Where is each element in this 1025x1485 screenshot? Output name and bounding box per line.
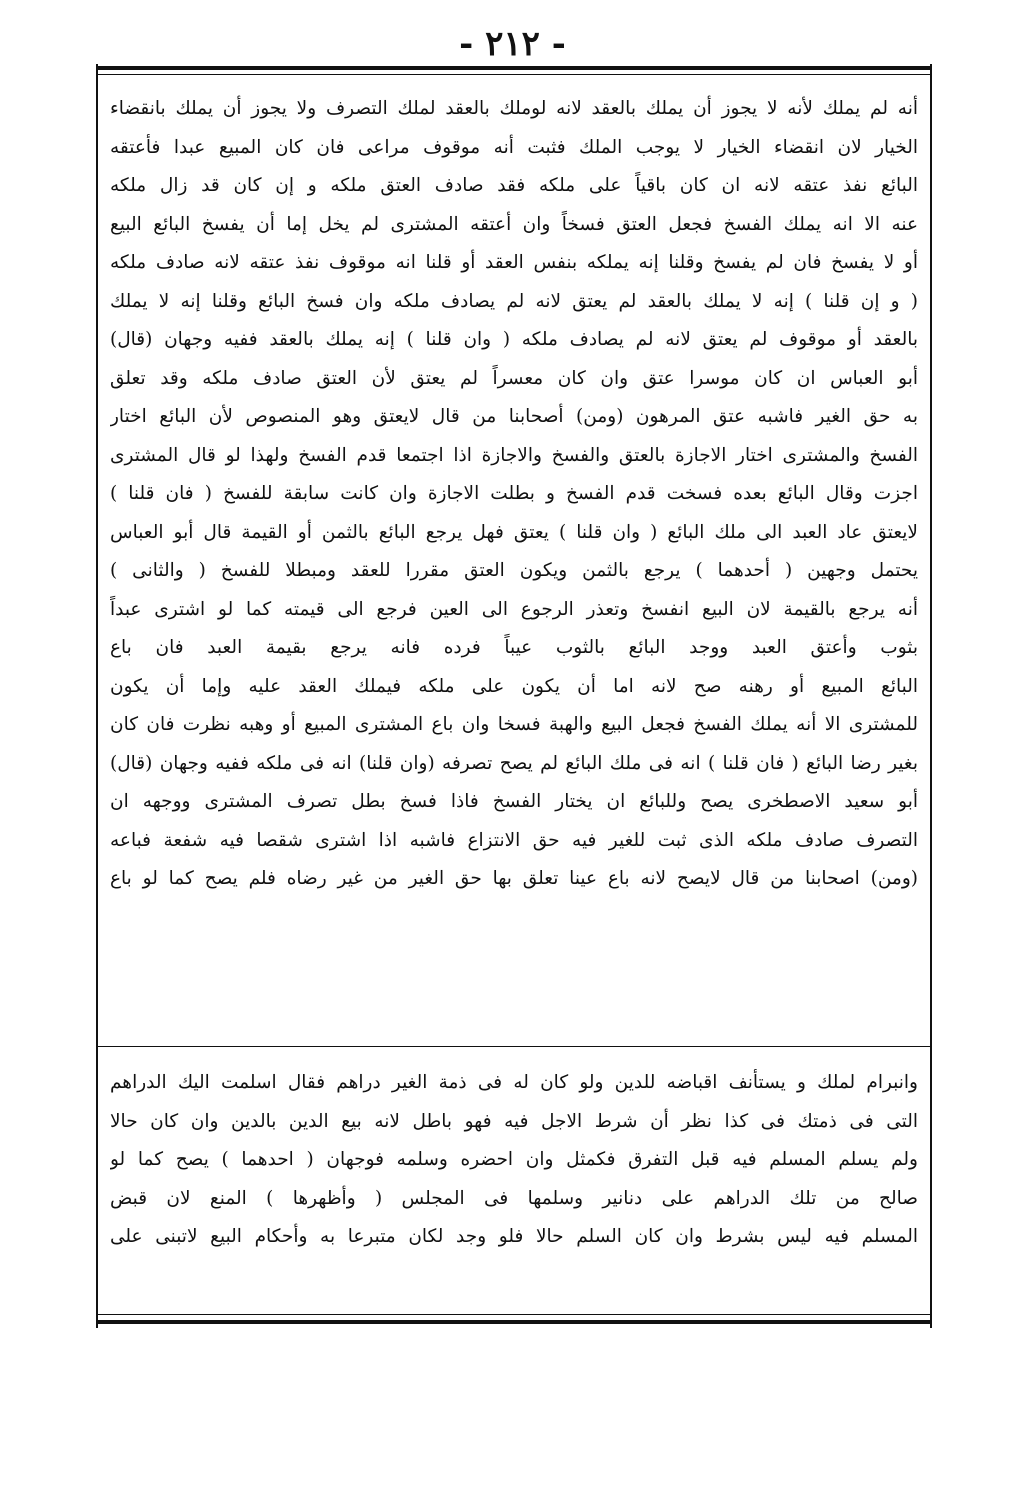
main-text-line: (ومن) اصحابنا من قال لايصح لانه باع عينا تعلق بها حق الغير من غير رضاه فلم يصح كما لو باع bbox=[110, 868, 918, 889]
main-text bbox=[110, 90, 918, 899]
main-text-line: أنه يرجع بالقيمة لان البيع انفسخ وتعذر الرجوع الى العين فرجع الى قيمته كما لو اشترى عبداً bbox=[110, 598, 918, 620]
commentary-text-line: ولم يسلم المسلم فيه قبل التفرق فكمثل وان احضره وسلمه فوجهان ( احدهما ) يصح كما لو bbox=[110, 1149, 918, 1170]
main-text-line: ( و إن قلنا ) إنه لا يملك بالعقد لم يعتق لانه لم يصادف ملكه وان فسخ البائع وقلنا إنه لا يملك bbox=[110, 290, 918, 312]
top-rule-outer bbox=[96, 66, 932, 70]
main-text-line: الفسخ والمشترى اختار الاجازة بالعتق والفسخ والاجازة اذا اجتمعا قدم الفسخ ولهذا لو قال المشترى bbox=[110, 444, 918, 466]
main-text-line: البائع المبيع أو رهنه صح لانه اما أن يكون على ملكه فيملك العقد عليه وإما أن يكون bbox=[110, 675, 918, 697]
commentary-text-line: وانبرام لملك و يستأنف اقباضه للدين ولو كان له فى ذمة الغير دراهم فقال اسلمت اليك الدراهم bbox=[110, 1072, 918, 1093]
main-text-line: الخيار لان انقضاء الخيار لا يوجب الملك فثبت أنه موقوف مراعى فان كان المبيع عبدا فأعتقه bbox=[110, 136, 918, 158]
main-text-line: أو لا يفسخ فان لم يفسخ وقلنا إنه يملكه بنفس العقد أو قلنا انه موقوف نفذ عتقه لانه صادف ملكه bbox=[110, 252, 918, 273]
main-text-line: يحتمل وجهين ( أحدهما ) يرجع بالثمن ويكون العتق مقررا للعقد ومبطلا للفسخ ( والثانى ) bbox=[110, 560, 918, 581]
main-text-line: اجزت وقال البائع بعده فسخت قدم الفسخ و بطلت الاجازة وان كانت سابقة للفسخ ( فان قلنا ) bbox=[110, 483, 918, 504]
bottom-rule-inner bbox=[96, 1314, 932, 1315]
main-text-line: أبو العباس ان كان موسرا عتق وان كان معسراً لم يعتق لأن العتق صادف ملكه وقد تعلق bbox=[110, 367, 918, 389]
main-text-line: بالعقد أو موقوف لم يعتق لانه لم يصادف ملكه ( وان قلنا ) إنه يملك بالعقد ففيه وجهان (قال) bbox=[110, 329, 918, 350]
section-divider bbox=[96, 1046, 932, 1047]
page-number: - ٢١٢ - bbox=[459, 24, 566, 64]
bottom-rule-outer bbox=[96, 1320, 932, 1324]
commentary-text bbox=[110, 1064, 918, 1257]
main-text-line: به حق الغير فاشبه عتق المرهون (ومن) أصحابنا من قال لايعتق وهو المنصوص لأن البائع اختار bbox=[110, 406, 918, 427]
main-text-line: بغير رضا البائع ( فان قلنا ) انه فى ملك البائع لم يصح تصرفه (وان قلنا) انه فى ملكه ففيه وجهان (قال) bbox=[110, 752, 918, 774]
commentary-text-line: صالح من تلك الدراهم على دنانير وسلمها فى المجلس ( وأظهرها ) المنع لان قبض bbox=[110, 1187, 918, 1209]
main-text-line: لايعتق عاد العبد الى ملك البائع ( وان قلنا ) يعتق فهل يرجع البائع بالثمن أو القيمة قال أبو العباس bbox=[110, 521, 918, 543]
commentary-text-line: المسلم فيه ليس بشرط وان كان السلم حالا فلو وجد لكان متبرعا به وأحكام البيع لاتبنى على bbox=[110, 1226, 918, 1247]
main-text-line: أنه لم يملك لأنه لا يجوز أن يملك بالعقد لانه لوملك بالعقد لملك التصرف ولا يجوز أن يملك بانقضاء bbox=[110, 98, 918, 119]
main-text-line: البائع نفذ عتقه لانه ان كان باقياً على ملكه فقد صادف العتق ملكه و إن كان قد زال ملكه bbox=[110, 175, 918, 196]
main-text-line: أبو سعيد الاصطخرى يصح وللبائع ان يختار الفسخ فاذا فسخ بطل تصرف المشترى ووجهه ان bbox=[110, 791, 918, 812]
main-text-line: بثوب وأعتق العبد ووجد البائع بالثوب عيباً فرده فانه يرجع بقيمة العبد فان باع bbox=[110, 637, 918, 658]
top-rule-inner bbox=[96, 74, 932, 75]
main-text-line: للمشترى الا أنه يملك الفسخ فجعل البيع والهبة فسخا وان باع المشترى المبيع أو وهبه نظرت فان كان bbox=[110, 714, 918, 735]
commentary-text-line: التى فى ذمتك فى كذا نظر أن شرط الاجل فيه فهو باطل لانه بيع الدين بالدين وان كان حالا bbox=[110, 1110, 918, 1132]
main-text-line: عنه الا انه يملك الفسخ فجعل العتق فسخاً وان أعتقه المشترى لم يخل إما أن يفسخ البائع البيع bbox=[110, 213, 918, 235]
main-text-line: التصرف صادف ملكه الذى ثبت للغير فيه حق الانتزاع فاشبه اذا اشترى شقصا فيه شفعة فباعه bbox=[110, 829, 918, 851]
